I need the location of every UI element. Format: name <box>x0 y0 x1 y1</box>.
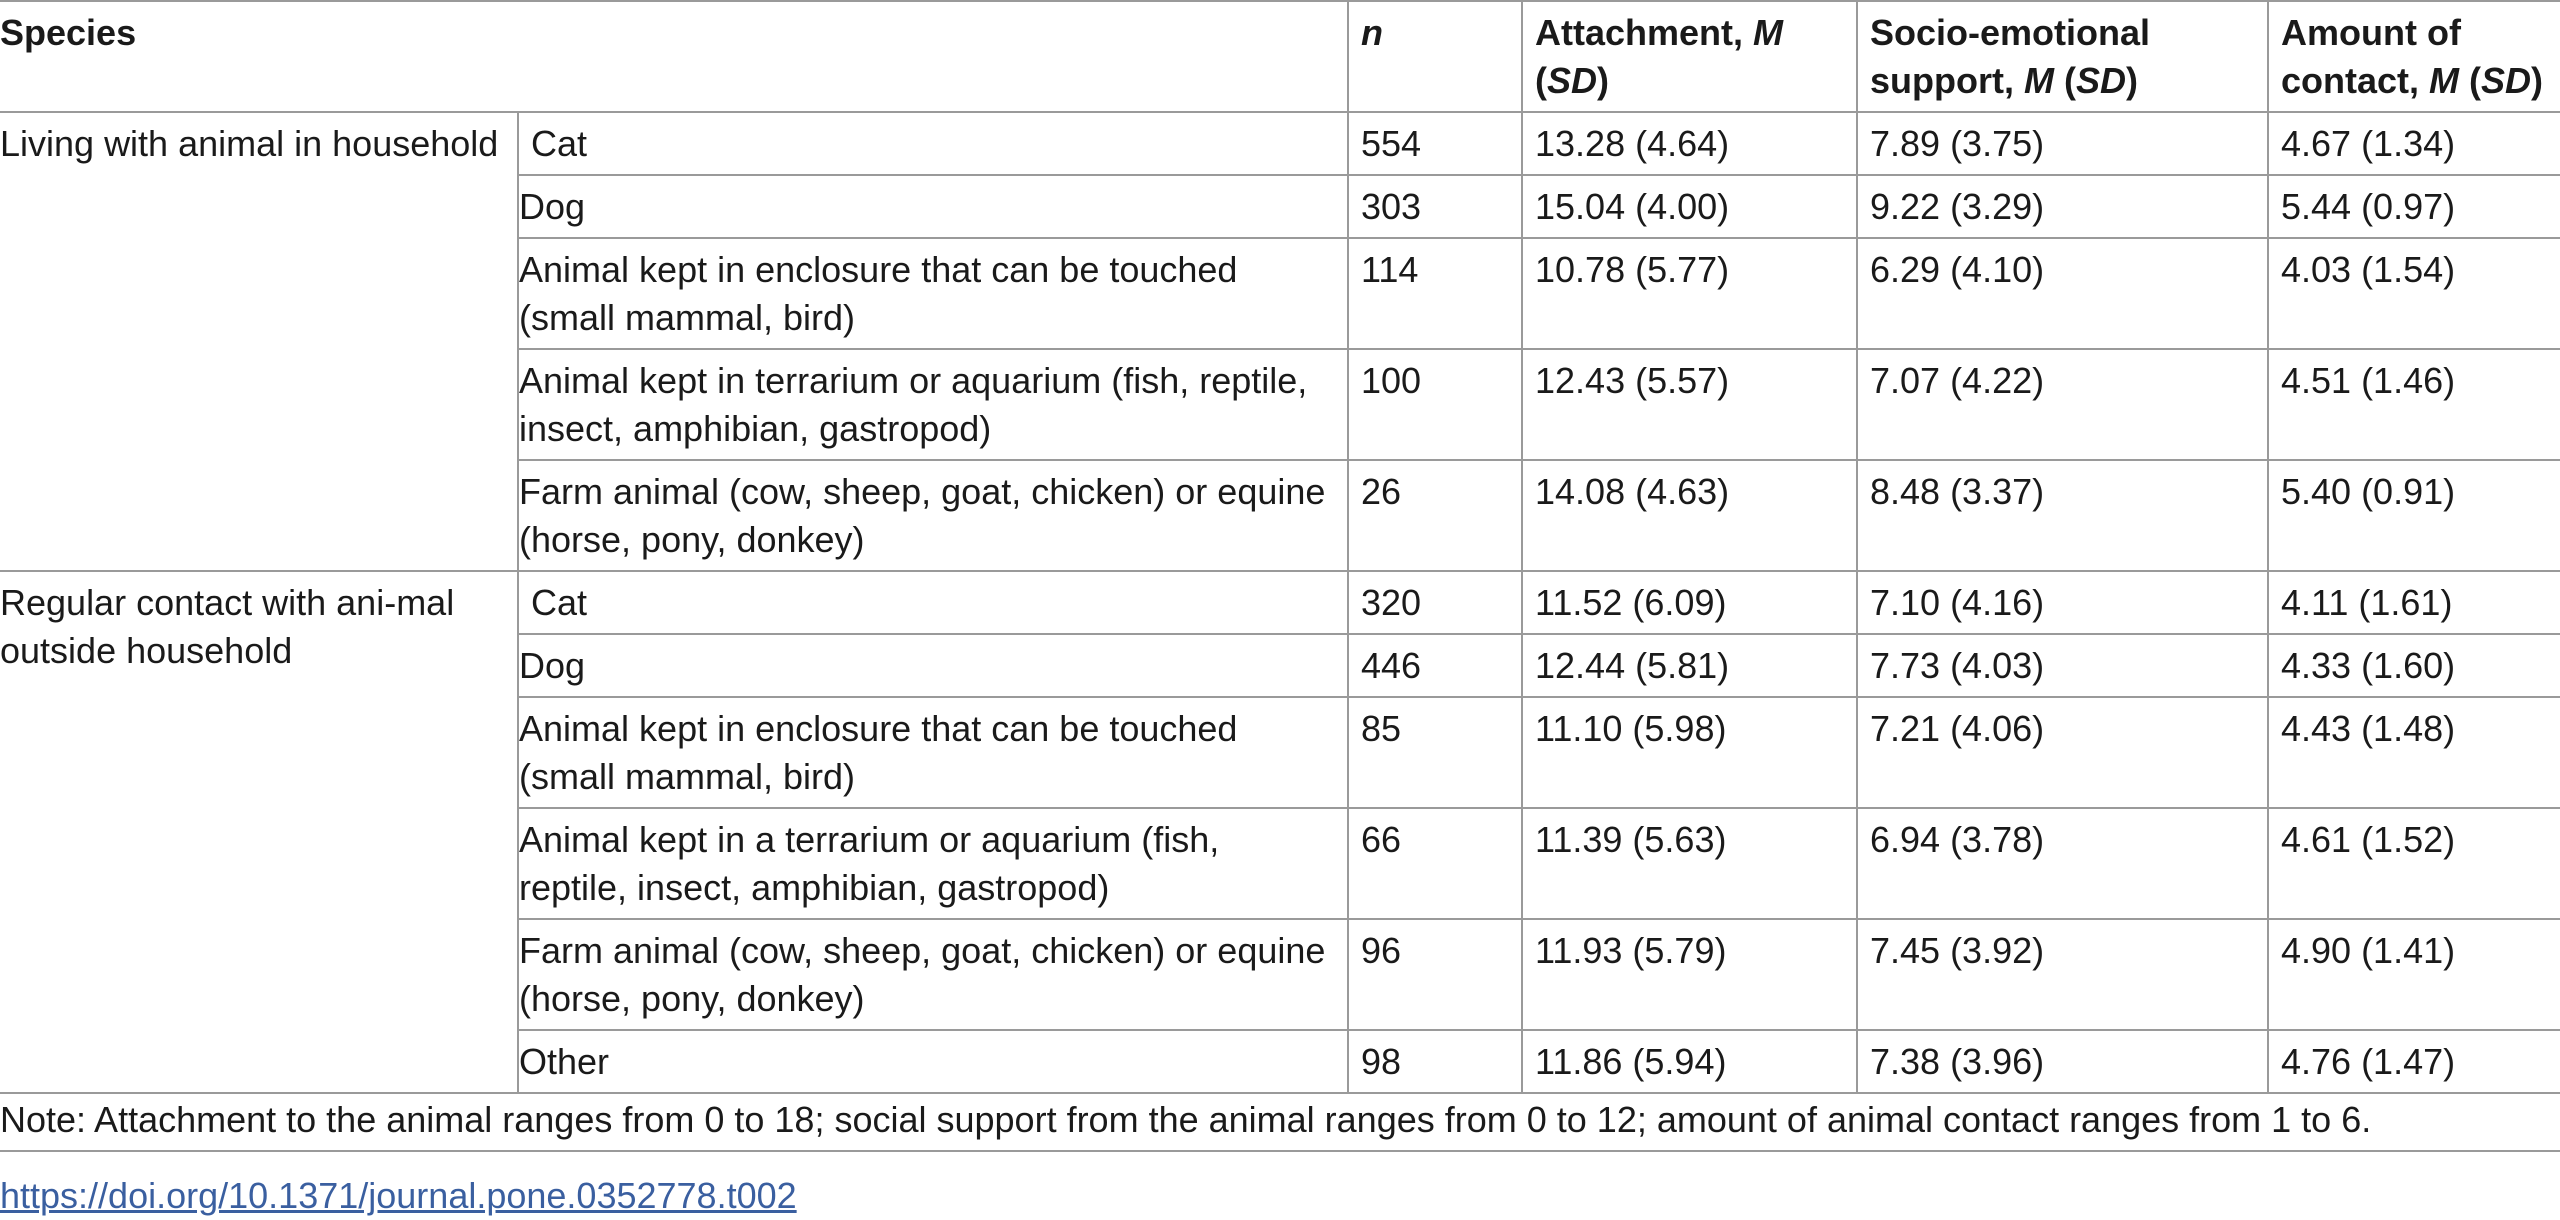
n-cell: 26 <box>1348 460 1522 571</box>
attachment-cell: 12.44 (5.81) <box>1522 634 1857 697</box>
species-cell: Dog <box>518 634 1348 697</box>
attachment-cell: 11.39 (5.63) <box>1522 808 1857 919</box>
support-cell: 8.48 (3.37) <box>1857 460 2268 571</box>
header-species: Species <box>0 1 1348 112</box>
header-support-m: M <box>2023 60 2054 101</box>
species-cell: Cat <box>518 112 1348 175</box>
header-support-close: ) <box>2126 60 2138 101</box>
support-cell: 6.29 (4.10) <box>1857 238 2268 349</box>
n-cell: 320 <box>1348 571 1522 634</box>
group-label-household: Living with animal in household <box>0 112 518 571</box>
attachment-cell: 12.43 (5.57) <box>1522 349 1857 460</box>
header-contact-open: ( <box>2459 60 2482 101</box>
contact-cell: 4.76 (1.47) <box>2268 1030 2560 1093</box>
contact-cell: 4.51 (1.46) <box>2268 349 2560 460</box>
attachment-cell: 15.04 (4.00) <box>1522 175 1857 238</box>
support-cell: 7.21 (4.06) <box>1857 697 2268 808</box>
header-attachment-close: ) <box>1597 60 1610 101</box>
header-attachment <box>1522 1 1857 112</box>
species-cell: Dog <box>518 175 1348 238</box>
support-cell: 7.73 (4.03) <box>1857 634 2268 697</box>
species-cell: Animal kept in enclosure that can be touched (small mammal, bird) <box>518 697 1348 808</box>
contact-cell: 4.43 (1.48) <box>2268 697 2560 808</box>
header-support <box>1857 1 2268 112</box>
header-contact-close: ) <box>2531 60 2544 101</box>
contact-cell: 4.11 (1.61) <box>2268 571 2560 634</box>
support-cell: 6.94 (3.78) <box>1857 808 2268 919</box>
contact-cell: 5.40 (0.91) <box>2268 460 2560 571</box>
header-attachment-sd: SD <box>1547 60 1598 101</box>
header-n-label: n <box>1361 12 1383 53</box>
n-cell: 98 <box>1348 1030 1522 1093</box>
n-cell: 446 <box>1348 634 1522 697</box>
header-attachment-open: ( <box>1535 60 1547 101</box>
attachment-cell: 11.86 (5.94) <box>1522 1030 1857 1093</box>
support-cell: 7.07 (4.22) <box>1857 349 2268 460</box>
contact-cell: 5.44 (0.97) <box>2268 175 2560 238</box>
table-row <box>0 571 2560 634</box>
contact-cell: 4.03 (1.54) <box>2268 238 2560 349</box>
attachment-cell: 11.10 (5.98) <box>1522 697 1857 808</box>
n-cell: 100 <box>1348 349 1522 460</box>
support-cell: 7.45 (3.92) <box>1857 919 2268 1030</box>
species-cell: Other <box>518 1030 1348 1093</box>
species-cell: Farm animal (cow, sheep, goat, chicken) or equine (horse, pony, donkey) <box>518 460 1348 571</box>
group-label-outside: Regular contact with ani-mal outside household <box>0 571 518 1093</box>
attachment-cell: 13.28 (4.64) <box>1522 112 1857 175</box>
contact-cell: 4.33 (1.60) <box>2268 634 2560 697</box>
species-cell: Animal kept in enclosure that can be touched (small mammal, bird) <box>518 238 1348 349</box>
attachment-cell: 11.52 (6.09) <box>1522 571 1857 634</box>
header-row <box>0 1 2560 112</box>
header-contact-label: Amount of contact, <box>2281 12 2461 101</box>
header-contact-m: M <box>2429 60 2460 101</box>
support-cell: 9.22 (3.29) <box>1857 175 2268 238</box>
footer-divider <box>0 1150 2560 1152</box>
header-contact-sd: SD <box>2481 60 2532 101</box>
header-attachment-m: M <box>1753 12 1784 53</box>
n-cell: 66 <box>1348 808 1522 919</box>
support-cell: 7.89 (3.75) <box>1857 112 2268 175</box>
contact-cell: 4.67 (1.34) <box>2268 112 2560 175</box>
header-n <box>1348 1 1522 112</box>
support-cell: 7.38 (3.96) <box>1857 1030 2268 1093</box>
n-cell: 85 <box>1348 697 1522 808</box>
n-cell: 114 <box>1348 238 1522 349</box>
attachment-cell: 14.08 (4.63) <box>1522 460 1857 571</box>
species-cell: Cat <box>518 571 1348 634</box>
table-row <box>0 112 2560 175</box>
n-cell: 554 <box>1348 112 1522 175</box>
contact-cell: 4.61 (1.52) <box>2268 808 2560 919</box>
header-attachment-label: Attachment, <box>1535 12 1754 53</box>
species-cell: Animal kept in terrarium or aquarium (fish, reptile, insect, amphibian, gastropod) <box>518 349 1348 460</box>
n-cell: 96 <box>1348 919 1522 1030</box>
attachment-cell: 11.93 (5.79) <box>1522 919 1857 1030</box>
header-support-sd: SD <box>2075 60 2126 101</box>
header-support-label: Socio-emotional support, <box>1870 12 2151 101</box>
n-cell: 303 <box>1348 175 1522 238</box>
header-contact <box>2268 1 2560 112</box>
support-cell: 7.10 (4.16) <box>1857 571 2268 634</box>
doi-link[interactable]: https://doi.org/10.1371/journal.pone.0352778.t002 <box>0 1175 797 1216</box>
contact-cell: 4.90 (1.41) <box>2268 919 2560 1030</box>
header-support-open: ( <box>2053 60 2076 101</box>
attachment-cell: 10.78 (5.77) <box>1522 238 1857 349</box>
table-note: Note: Attachment to the animal ranges from 0 to 18; social support from the animal ranges from 0 to 12; amount of animal contact ranges from 1 to 6. <box>0 1099 2372 1140</box>
species-cell: Farm animal (cow, sheep, goat, chicken) or equine (horse, pony, donkey) <box>518 919 1348 1030</box>
species-cell: Animal kept in a terrarium or aquarium (fish, reptile, insect, amphibian, gastropod) <box>518 808 1348 919</box>
